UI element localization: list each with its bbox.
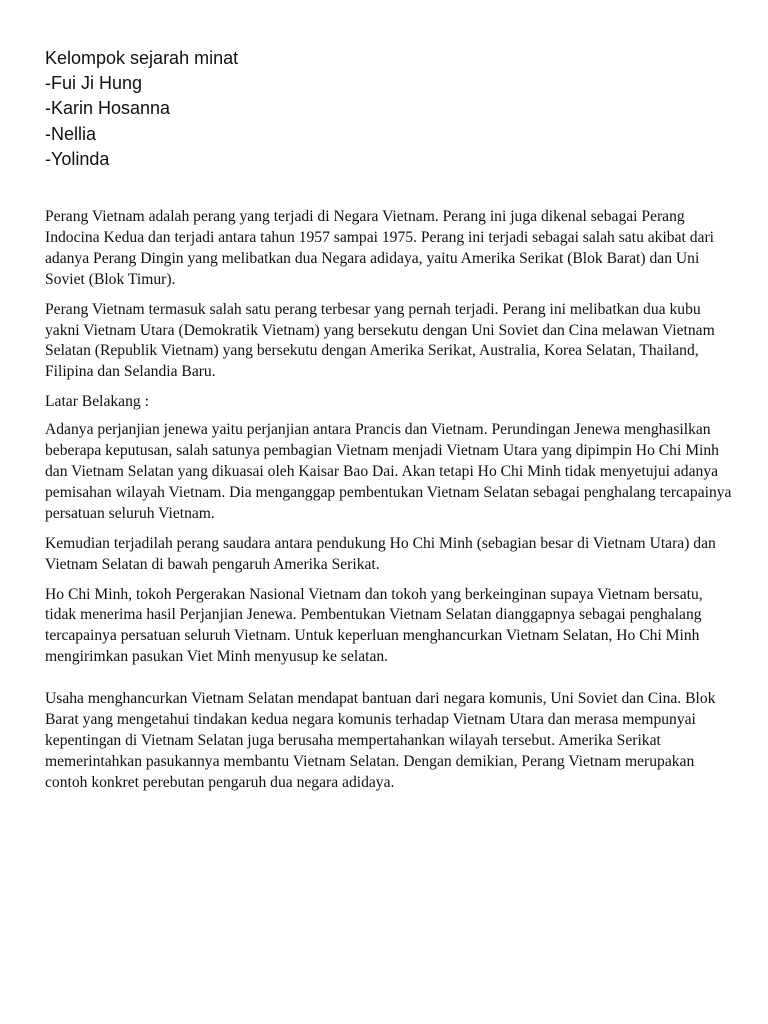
paragraph-parties: Perang Vietnam termasuk salah satu perang terbesar yang pernah terjadi. Perang ini melibatkan dua kubu yakni Vietnam Utara (Demokratik Vietnam) yang bersekutu dengan Uni Soviet dan Cina melawan Vietnam Selatan (Republik Vietnam) yang bersekutu dengan Amerika Serikat, Australia, Korea Selatan, Thailand, Filipina dan Selandia Baru. — [45, 300, 715, 381]
paragraph-superpowers: Usaha menghancurkan Vietnam Selatan mendapat bantuan dari negara komunis, Uni Soviet dan Cina. Blok Barat yang mengetahui tindakan kedua negara komunis terhadap Vietnam Utara dan merasa mempunyai kepentingan di Vietnam Selatan juga berusaha mempertahankan wilayah tersebut. Amerika Serikat memerintahkan pasukannya membantu Vietnam Selatan. Dengan demikian, Perang Vietnam merupakan contoh konkret perebutan pengaruh dua negara adidaya. — [45, 690, 716, 791]
group-title: Kelompok sejarah minat — [45, 48, 239, 68]
paragraph-intro: Perang Vietnam adalah perang yang terjadi di Negara Vietnam. Perang ini juga dikenal sebagai Perang Indocina Kedua dan terjadi antara tahun 1957 sampai 1975. Perang ini terjadi sebagai salah satu akibat dari adanya Perang Dingin yang melibatkan dua Negara adidaya, yaitu Amerika Serikat (Blok Barat) dan Uni Soviet (Blok Timur). — [45, 208, 715, 288]
section-label-background: Latar Belakang : — [45, 393, 149, 411]
paragraph-civil-war: Kemudian terjadilah perang saudara antara pendukung Ho Chi Minh (sebagian besar di Vietnam Utara) dan Vietnam Selatan di bawah pengaruh Amerika Serikat. — [45, 534, 716, 573]
member-name: -Yolinda — [45, 148, 110, 169]
member-name: -Karin Hosanna — [45, 98, 171, 119]
article-body — [45, 207, 735, 803]
group-header — [45, 46, 238, 172]
member-name: -Nellia — [45, 123, 97, 144]
paragraph-ho-chi-minh: Ho Chi Minh, tokoh Pergerakan Nasional Vietnam dan tokoh yang berkeinginan supaya Vietnam bersatu, tidak menerima hasil Perjanjian Jenewa. Pembentukan Vietnam Selatan dianggapnya sebagai penghalang tercapainya persatuan seluruh Vietnam. Untuk keperluan menghancurkan Vietnam Selatan, Ho Chi Minh mengirimkan pasukan Viet Minh menyusup ke selatan. — [45, 585, 703, 666]
paragraph-geneva: Adanya perjanjian jenewa yaitu perjanjian antara Prancis dan Vietnam. Perundingan Jenewa menghasilkan beberapa keputusan, salah satunya pembagian Vietnam menjadi Vietnam Utara yang dipimpin Ho Chi Minh dan Vietnam Selatan yang dikuasai oleh Kaisar Bao Dai. Akan tetapi Ho Chi Minh tidak menyetujui adanya pemisahan wilayah Vietnam. Dia menganggap pembentukan Vietnam Selatan sebagai penghalang tercapainya persatuan seluruh Vietnam. — [45, 421, 732, 522]
member-name: -Fui Ji Hung — [45, 73, 143, 94]
